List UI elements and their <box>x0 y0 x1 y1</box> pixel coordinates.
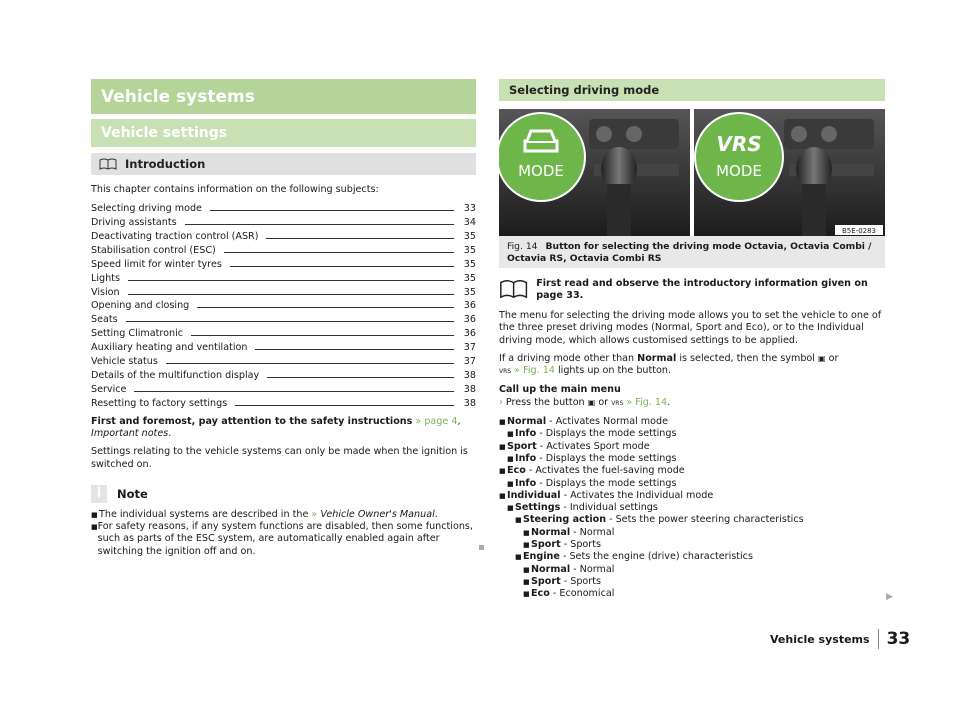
list-item <box>499 465 885 477</box>
mode-label-right: MODE <box>716 162 762 180</box>
menu-item-text: Normal - Normal <box>531 526 615 538</box>
toc-row[interactable] <box>91 395 476 409</box>
toc-leader <box>197 307 454 308</box>
toc-page: 36 <box>463 300 476 312</box>
toc-page: 38 <box>463 383 476 395</box>
call-menu-step: › Press the button ▣ or VRS » Fig. 14. <box>499 396 671 408</box>
photo-code: B5E-0283 <box>841 227 877 235</box>
toc-leader <box>210 210 454 211</box>
bullet-icon: ■ <box>523 565 530 574</box>
list-item <box>499 478 885 490</box>
bullet-icon: ■ <box>499 418 506 427</box>
toc-row[interactable] <box>91 353 476 367</box>
toc-label: Details of the multifunction display <box>91 369 260 381</box>
owners-manual-link[interactable]: » <box>311 508 318 520</box>
toc-row[interactable] <box>91 270 476 284</box>
fig-14-link[interactable]: » Fig. 14 <box>623 396 668 408</box>
intro-reference-text: First read and observe the introductory information given on page 33. <box>536 278 868 301</box>
page-footer <box>770 629 910 649</box>
driving-mode-title-bar <box>499 79 885 101</box>
toc-page: 35 <box>463 230 476 242</box>
menu-item-text: Info - Displays the mode settings <box>515 477 677 489</box>
toc-page: 38 <box>463 369 476 381</box>
fig-14-link[interactable]: » Fig. 14 <box>511 365 555 377</box>
page-number: 33 <box>886 629 911 649</box>
menu-tree <box>499 416 885 600</box>
list-item <box>499 564 885 576</box>
toc-page: 36 <box>463 328 476 340</box>
bullet-icon: ■ <box>91 510 98 519</box>
toc-row[interactable] <box>91 284 476 298</box>
bullet-icon: ■ <box>499 467 506 476</box>
toc-row[interactable] <box>91 311 476 325</box>
toc-row[interactable] <box>91 214 476 228</box>
bullet-icon: ■ <box>507 430 514 439</box>
toc-label: Driving assistants <box>91 217 177 229</box>
mode-button-photo <box>499 109 885 236</box>
list-item <box>499 588 885 600</box>
menu-item-text: Normal - Activates Normal mode <box>507 416 669 428</box>
bullet-icon: ■ <box>515 553 522 562</box>
toc-page: 35 <box>463 272 476 284</box>
safety-bold-text: First and foremost, pay attention to the safety instructions <box>91 415 413 427</box>
safety-instructions-note <box>91 416 476 441</box>
menu-item-text: Info - Displays the mode settings <box>515 452 677 464</box>
note-heading <box>91 485 476 503</box>
note-list <box>91 509 476 558</box>
toc-label: Lights <box>91 272 120 284</box>
settings-text: Settings relating to the vehicle systems can only be made when the ignition is switched on. <box>91 446 468 470</box>
list-item <box>499 514 885 526</box>
toc-page: 35 <box>463 258 476 270</box>
toc-label: Deactivating traction control (ASR) <box>91 230 259 242</box>
toc-leader <box>128 280 454 281</box>
call-menu-heading: Call up the main menu <box>499 384 621 396</box>
toc-label: Opening and closing <box>91 300 190 312</box>
toc-page: 37 <box>463 355 476 367</box>
toc-leader <box>134 391 454 392</box>
list-item <box>499 453 885 465</box>
toc-row[interactable] <box>91 256 476 270</box>
book-icon <box>499 278 528 300</box>
separator: , <box>457 415 461 427</box>
toc-page: 34 <box>463 217 476 229</box>
bullet-icon: ■ <box>507 479 514 488</box>
toc-row[interactable] <box>91 200 476 214</box>
toc-label: Vehicle status <box>91 355 158 367</box>
driving-mode-title: Selecting driving mode <box>509 83 660 97</box>
menu-item-text: Eco - Activates the fuel-saving mode <box>507 465 685 477</box>
toc-leader <box>185 224 454 225</box>
toc-label: Vision <box>91 286 120 298</box>
toc-leader <box>166 363 454 364</box>
bullet-icon: ■ <box>523 528 530 537</box>
toc-page: 33 <box>463 203 476 215</box>
list-item <box>499 576 885 588</box>
vrs-mode-icon: VRS <box>499 368 512 376</box>
left-column <box>91 79 476 558</box>
svg-text:VRS: VRS <box>716 132 762 156</box>
list-item <box>499 416 885 428</box>
chapter-title: Vehicle systems <box>101 86 255 107</box>
important-notes-ref: Important notes <box>91 427 169 439</box>
figure-caption <box>499 236 885 268</box>
menu-item-text: Settings - Individual settings <box>515 502 658 514</box>
page-4-link[interactable]: » page 4 <box>412 415 458 427</box>
bullet-icon: ■ <box>499 491 506 500</box>
driving-mode-description: The menu for selecting the driving mode allows you to set the vehicle to one of the three preset driving modes (Normal, Sport and Eco), or to the Individual driving mode, which allows customised settings to be applied. <box>499 310 882 346</box>
table-of-contents <box>91 200 476 408</box>
introduction-label: Introduction <box>125 157 206 171</box>
bullet-icon: ■ <box>523 577 530 586</box>
info-icon: i <box>91 485 107 503</box>
introduction-heading <box>91 153 476 175</box>
section-title-bar <box>91 119 476 147</box>
section-title: Vehicle settings <box>101 125 228 141</box>
section-end-icon <box>479 545 484 550</box>
vrs-mode-icon <box>716 132 761 156</box>
menu-item-text: Individual - Activates the Individual mode <box>507 489 714 501</box>
toc-row[interactable] <box>91 228 476 242</box>
bullet-icon: ■ <box>515 516 522 525</box>
list-item <box>499 502 885 514</box>
bullet-icon: ■ <box>523 590 530 599</box>
list-item <box>91 521 476 558</box>
toc-page: 38 <box>463 397 476 409</box>
owners-manual-title: Vehicle Owner's Manual <box>317 508 435 520</box>
toc-row[interactable] <box>91 367 476 381</box>
toc-label: Seats <box>91 314 118 326</box>
toc-label: Setting Climatronic <box>91 328 184 340</box>
menu-item-text: Sport - Sports <box>531 539 602 551</box>
intro-reference <box>499 278 885 302</box>
bullet-icon: ■ <box>507 454 514 463</box>
photo-illustration <box>499 109 885 236</box>
caption-text: Button for selecting the driving mode Octavia, Octavia Combi / Octavia RS, Octavia Combi RS <box>507 241 872 264</box>
list-item <box>91 509 476 521</box>
footer-divider <box>878 629 879 649</box>
toc-leader <box>255 349 454 350</box>
toc-page: 37 <box>463 342 476 354</box>
menu-item-text: Eco - Economical <box>531 588 615 600</box>
toc-leader <box>191 335 454 336</box>
right-column <box>499 79 885 601</box>
toc-row[interactable] <box>91 298 476 312</box>
chapter-title-bar <box>91 79 476 114</box>
bullet-icon: ■ <box>523 541 530 550</box>
toc-leader <box>230 266 454 267</box>
list-item <box>499 527 885 539</box>
toc-page: 35 <box>463 286 476 298</box>
toc-label: Auxiliary heating and ventilation <box>91 342 248 354</box>
toc-row[interactable] <box>91 325 476 339</box>
menu-item-text: Info - Displays the mode settings <box>515 428 677 440</box>
list-item <box>499 551 885 563</box>
toc-row[interactable] <box>91 242 476 256</box>
toc-leader <box>267 377 454 378</box>
toc-label: Stabilisation control (ESC) <box>91 244 216 256</box>
menu-item-text: Engine - Sets the engine (drive) characteristics <box>523 551 753 563</box>
toc-label: Speed limit for winter tyres <box>91 258 222 270</box>
vrs-mode-icon: VRS <box>611 399 624 407</box>
normal-bold: Normal <box>637 352 677 364</box>
toc-leader <box>224 252 454 253</box>
toc-page: 36 <box>463 314 476 326</box>
intro-text: This chapter contains information on the following subjects: <box>91 184 379 195</box>
list-item <box>499 441 885 453</box>
car-mode-icon: ▣ <box>818 353 826 363</box>
symbol-description: If a driving mode other than Normal is selected, then the symbol ▣ or VRS » Fig. 14 lights up on the button. <box>499 352 839 377</box>
menu-item-text: Normal - Normal <box>531 563 615 575</box>
list-item <box>499 428 885 440</box>
toc-leader <box>266 238 454 239</box>
note-label: Note <box>117 486 148 501</box>
note-1-text: The individual systems are described in the » Vehicle Owner's Manual. <box>99 508 438 520</box>
step-arrow-icon: › <box>499 396 503 408</box>
toc-row[interactable] <box>91 381 476 395</box>
menu-item-text: Steering action - Sets the power steering characteristics <box>523 514 804 526</box>
note-2-text: For safety reasons, if any system functions are disabled, then some functions, such as parts of the ESC system, are automatically enabled again after switching the ignition off and on. <box>97 521 473 557</box>
toc-label: Service <box>91 383 127 395</box>
toc-leader <box>126 321 454 322</box>
toc-label: Resetting to factory settings <box>91 397 228 409</box>
book-icon <box>99 158 117 170</box>
toc-page: 35 <box>463 244 476 256</box>
toc-label: Selecting driving mode <box>91 203 202 215</box>
list-item <box>499 539 885 551</box>
mode-label-left: MODE <box>518 162 564 180</box>
list-item <box>499 490 885 502</box>
menu-item-text: Sport - Sports <box>531 575 602 587</box>
figure-number: Fig. 14 <box>507 241 538 252</box>
toc-row[interactable] <box>91 339 476 353</box>
toc-leader <box>235 405 454 406</box>
car-mode-icon: ▣ <box>587 397 596 407</box>
bullet-icon: ■ <box>91 523 98 532</box>
continue-arrow-icon: ▶ <box>886 592 893 602</box>
period: . <box>168 427 172 439</box>
bullet-icon: ■ <box>507 504 514 513</box>
menu-item-text: Sport - Activates Sport mode <box>507 440 650 452</box>
toc-leader <box>128 294 454 295</box>
bullet-icon: ■ <box>499 442 506 451</box>
footer-title: Vehicle systems <box>770 632 870 646</box>
